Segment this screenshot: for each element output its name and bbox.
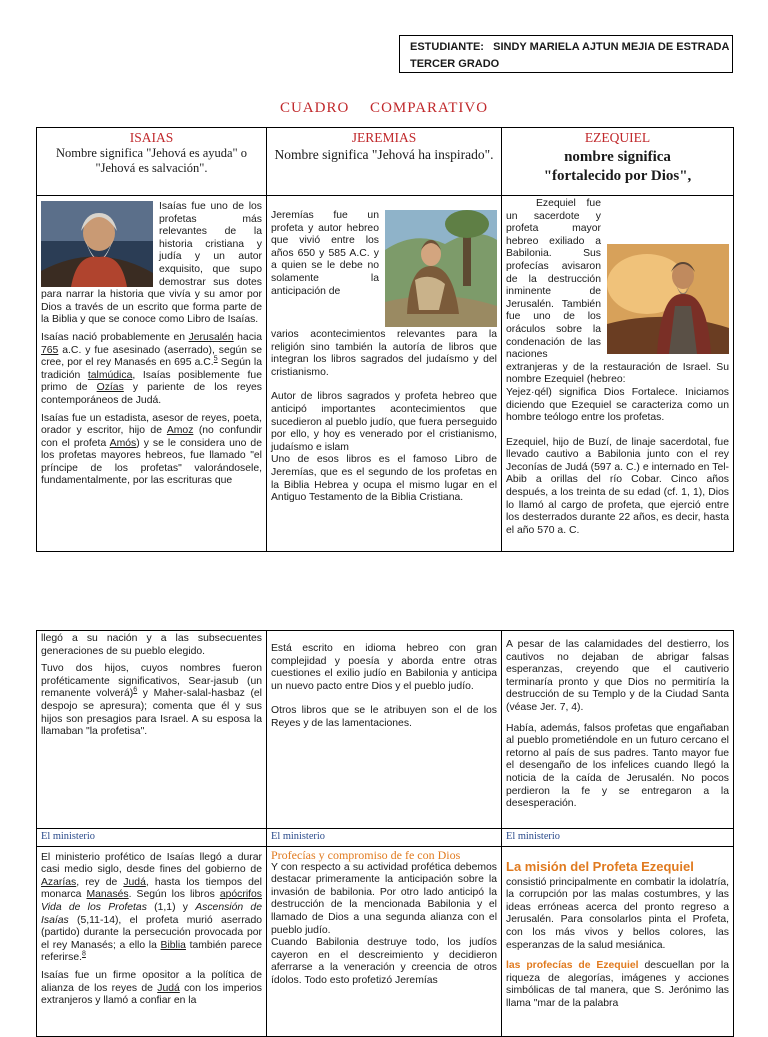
isaias-content bbox=[37, 196, 267, 552]
ezequiel-content bbox=[502, 196, 734, 552]
isaias-cont: llegó a su nación y a las subsecuentes generaciones de su pueblo elegido. bbox=[41, 633, 262, 657]
ezequiel-continued bbox=[502, 631, 734, 829]
prophet-name-ezequiel: EZEQUIEL bbox=[584, 130, 651, 145]
jeremias-intro-cont: varios acontecimientos relevantes para la religión sino también la autoría de libros que integran los libros sagrados del judaísmo y del cristianismo. bbox=[271, 329, 497, 378]
ministerio-label-ezequiel: El ministerio bbox=[502, 829, 734, 847]
isaias-ministry-text: El ministerio profético de Isaías llegó a durar casi medio siglo, desde fines del gobierno de Azarías, rey de Judá, hasta los tiempos del monarca Manasés. Según los libros apócrifos Vida de los Profetas (1,1) y Ascensión de Isaías (5,11-14), el profeta murió aserrado (partido) durante la persecución provocada por el rey Manasés; a ello la Biblia también parece referirse.$^8$ bbox=[41, 851, 262, 964]
prophet-meaning-isaias: Nombre significa "Jehová es ayuda" o "Jehová es salvación". bbox=[55, 146, 248, 175]
jeremias-book: Uno de esos libros es el famoso Libro de Jeremías, que es el segundo de los profetas en la Biblia Hebrea y ocupa el mismo lugar en el Antiguo Testamento de la Biblia Cristiana. bbox=[271, 454, 497, 504]
jeremias-continued bbox=[267, 631, 502, 829]
ezequiel-ministry bbox=[502, 846, 734, 1036]
link-apocrifos[interactable]: apócrifos bbox=[219, 889, 262, 901]
content-row bbox=[37, 196, 734, 552]
link-amos[interactable]: Amós bbox=[109, 437, 137, 449]
student-line bbox=[410, 39, 730, 56]
jeremias-content bbox=[267, 196, 502, 552]
student-label: ESTUDIANTE: bbox=[410, 41, 484, 53]
ezequiel-false-prophets: Había, además, falsos profetas que engañaban al pueblo prometiéndole en un futuro cercano el retorno al país de sus padres. Tanto mayor fue el desengaño de los infelices cuando llegó la noticia de la caída de Jerusalén. No pocos perdieron la fe y se entregaron a la desesperación. bbox=[506, 722, 729, 810]
link-manases[interactable]: Manasés bbox=[86, 889, 129, 901]
header-isaias bbox=[37, 128, 267, 196]
student-grade: TERCER GRADO bbox=[410, 58, 500, 70]
header-row bbox=[37, 128, 734, 196]
isaias-intro: Isaías fue uno de los profetas más relevantes de la historia cristiana y judía y un autor exquisito, que supo demostrar sus dotes para narrar la historia que vivía y su amor por Dios a través de un escrito que forma parte de la Biblia y que se conoce como Libro de Isaías. bbox=[41, 201, 262, 326]
ref-8[interactable]: 8 bbox=[82, 950, 86, 958]
ministerio-header-row bbox=[37, 829, 734, 847]
prophet-name-jeremias: JEREMIAS bbox=[351, 130, 417, 145]
link-amoz[interactable]: Amoz bbox=[166, 425, 194, 437]
ezequiel-profecias: las profecías de Ezequiel descuellan por la riqueza de alegorías, imágenes y acciones simbólicas de tal manera, que S. Jerónimo las llama "mar de la palabra bbox=[506, 960, 729, 1009]
jeremias-intro: Jeremías fue un profeta y autor hebreo que vivió entre los años 650 y 585 A.C. y a quien se le debe no solamente la anticipación de bbox=[271, 210, 379, 297]
link-juda[interactable]: Judá bbox=[123, 876, 146, 888]
ezequiel-intro-cont: Yejez·qél) significa Dios Fortalece. Iniciamos diciendo que Ezequiel se caracteriza como un hombre teólogo entre los profetas. bbox=[506, 386, 729, 424]
isaias-portrait-image bbox=[41, 201, 153, 287]
ministerio-content-row bbox=[37, 846, 734, 1036]
prophet-meaning-ezequiel-b: "fortalecido por Dios", bbox=[543, 168, 692, 184]
header-ezequiel bbox=[502, 128, 734, 196]
jeremias-hebrew: Está escrito en idioma hebreo con gran complejidad y poesía y aborda entre otras cuestiones el exilio judío en Babilonia y anticipa un nuevo pacto entre Dios y el pueblo judío. bbox=[271, 643, 497, 692]
ezequiel-portrait-image bbox=[607, 244, 729, 354]
link-biblia[interactable]: Biblia bbox=[160, 939, 186, 951]
link-765[interactable]: 765 bbox=[41, 344, 59, 356]
ezequiel-intro: Ezequiel fue un sacerdote y profeta mayor hebreo exiliado a Babilonia. Sus profecías avisaron de la destrucción inminente de Jerusalén. También fue uno de los oráculos sobre la condenación de las naciones extranjeras y de la restauración de Israel. Su nombre Ezequiel (hebreo: bbox=[506, 198, 729, 386]
prophet-meaning-jeremias: Nombre significa "Jehová ha inspirado". bbox=[274, 147, 494, 162]
ezequiel-bio: Ezequiel, hijo de Buzí, de linaje sacerdotal, fue llevado cautivo a Babilonia junto con el rey Jeconías de Judá (597 a. C.) e internado en Tel-Abib a orillas del río Cobar. Cinco años después, a los treinta de su edad (cf. 1, 1), Dios lo llamó al cargo de profeta, que ejerció entre los desterrados durante 22 años, es decir, hasta el año 570 a. C. bbox=[506, 436, 729, 536]
jeremias-author: Autor de libros sagrados y profeta hebreo que anticipó importantes acontecimientos que sucedieron al pueblo judío, que fuera perseguido por ello, y hoy es venerado por el cristianismo, judaísmo e islam bbox=[271, 391, 497, 453]
link-ozias[interactable]: Ozías bbox=[96, 382, 124, 394]
ezequiel-profecias-lead: las profecías de Ezequiel bbox=[506, 960, 639, 972]
jeremias-ministry-a: Y con respecto a su actividad profética debemos destacar primeramente la anticipación sobre la invasión de babilonia. Por otro lado anticipó la destrucción de la mencionada Babilonia y el llamado de Dios a una segunda alianza con el pueblo judío. bbox=[271, 861, 497, 936]
isaias-sons: Tuvo dos hijos, cuyos nombres fueron proféticamente significativos, Sear-jasub (un remanente volverá)$^6$ y Maher-salal-hasbaz (el despojo se apresura); comenta que él y sus hijos son presagios para Israel. A su esposa la llamaban "la profetisa". bbox=[41, 663, 262, 738]
document-title: CUADRO COMPARATIVO bbox=[279, 100, 489, 116]
ref-5[interactable]: 5 bbox=[213, 355, 218, 363]
jeremias-portrait-image bbox=[385, 210, 497, 327]
link-jerusalen[interactable]: Jerusalén bbox=[188, 331, 234, 343]
isaias-birth: Isaías nació probablemente en Jerusalén hacia 765 a.C. y fue asesinado (aserrado), según se cree, por el rey Manasés en 695 a.C.$^5$ Según la tradición talmúdica, Isaías posiblemente fue primo de Ozías y pariente de los reyes contemporáneos de Judá. bbox=[41, 331, 262, 406]
link-juda-2[interactable]: Judá bbox=[157, 982, 180, 994]
isaias-opposition: Isaías fue un firme opositor a la política de alianza de los reyes de Judá con los imperios extranjeros y llamó a confiar en la bbox=[41, 969, 262, 1007]
prophet-name-isaias: ISAIAS bbox=[129, 130, 174, 145]
ministerio-label-isaias: El ministerio bbox=[37, 829, 267, 847]
continuation-row bbox=[37, 631, 734, 829]
student-info-box bbox=[399, 35, 733, 73]
ministerio-label-jeremias: El ministerio bbox=[267, 829, 502, 847]
ezequiel-mision-title: La misión del Profeta Ezequiel bbox=[506, 858, 694, 874]
jeremias-ministry-b: Cuando Babilonia destruye todo, los judíos cayeron en el descreimiento y decidieron aferrarse a la veneración y creencia de otros ídolos. Todo esto profetizó Jeremías bbox=[271, 937, 497, 986]
ezequiel-exile: A pesar de las calamidades del destierro, los cautivos no dejaban de abrigar falsas esperanzas, creyendo que el cautiverio terminaría pronto y que Dios no permitiría la destrucción de su Templo y de la Ciudad Santa (véase Jer. 7, 4). bbox=[506, 639, 729, 713]
comparison-table-bottom bbox=[36, 630, 734, 1037]
link-azarias[interactable]: Azarías bbox=[41, 876, 77, 888]
student-name: SINDY MARIELA AJTUN MEJIA DE ESTRADA bbox=[493, 41, 730, 53]
isaias-statesman: Isaías fue un estadista, asesor de reyes, poeta, orador y escritor, hijo de Amoz (no confundir con el profeta Amós) y se le considera uno de los profetas mayores hebreos, fue llamado "el príncipe de los profetas" valorándosele, fundamentalmente, por las escrituras que bbox=[41, 412, 262, 487]
link-talmudica[interactable]: talmúdica bbox=[87, 369, 133, 381]
jeremias-ministry bbox=[267, 846, 502, 1036]
isaias-continued bbox=[37, 631, 267, 829]
prophet-meaning-ezequiel-a: nombre significa bbox=[564, 149, 671, 165]
comparison-table-top bbox=[36, 127, 734, 552]
isaias-ministry bbox=[37, 846, 267, 1036]
header-jeremias bbox=[267, 128, 502, 196]
ref-6[interactable]: 6 bbox=[133, 686, 138, 694]
ezequiel-mision-text: consistió principalmente en combatir la idolatría, la corrupción por las malas costumbres, y las ideas erróneas acerca del pronto regreso a Jerusalén. Para consolarlos pinta el Profeta, con los más vivos y bellos colores, las esperanzas de la salud mesiánica. bbox=[506, 876, 729, 951]
jeremias-other-books: Otros libros que se le atribuyen son el de los Reyes y de las lamentaciones. bbox=[271, 705, 497, 729]
jeremias-profecias-title: Profecías y compromiso de fe con Dios bbox=[271, 847, 461, 862]
